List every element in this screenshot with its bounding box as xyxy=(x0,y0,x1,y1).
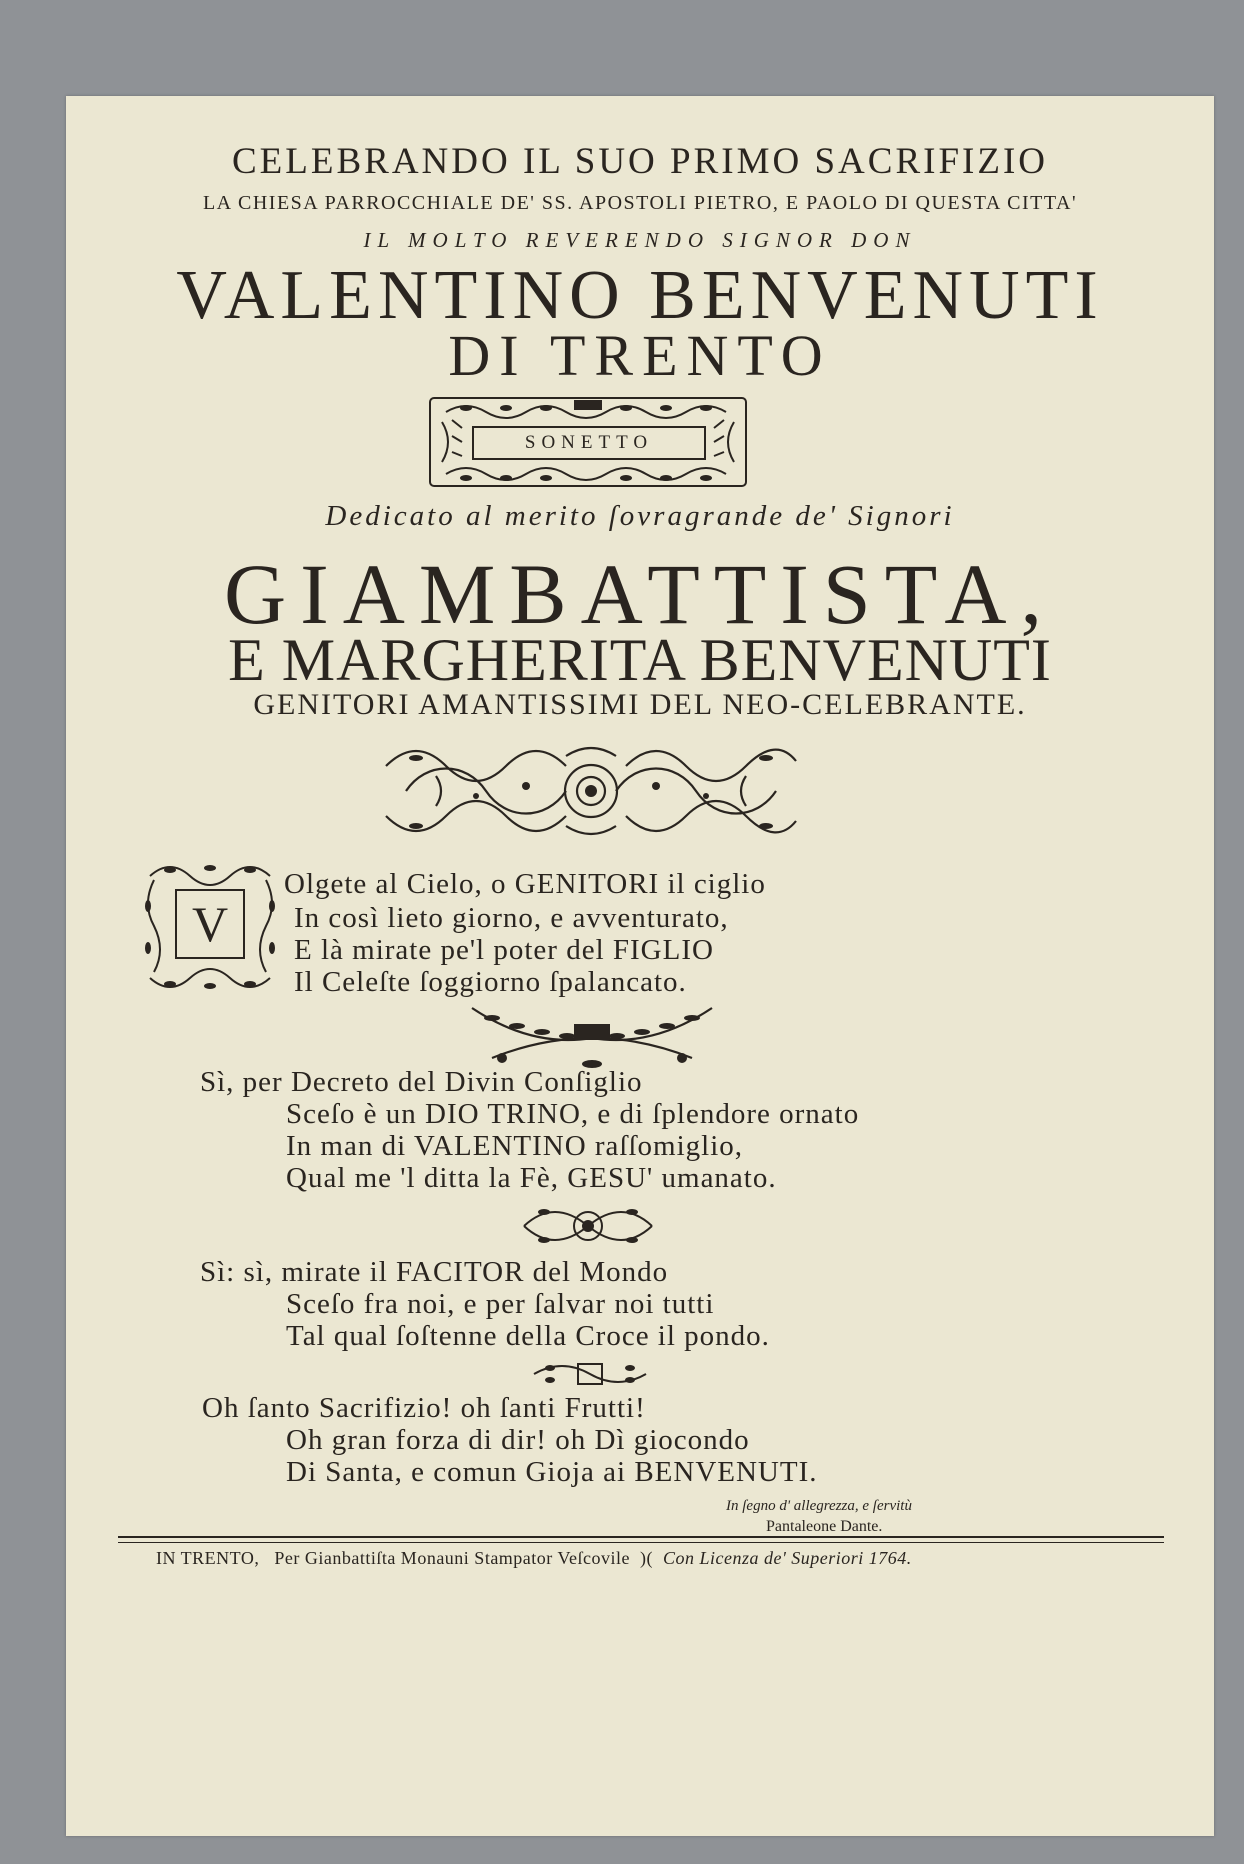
stanza-2-line-1: Sì, per Decreto del Divin Conſiglio xyxy=(200,1066,643,1098)
celebrant-place: DI TRENTO xyxy=(448,323,832,388)
divider-rule-thin xyxy=(118,1542,1164,1543)
dedicatee-name-2: E MARGHERITA BENVENUTI xyxy=(228,627,1052,693)
dedicatee-name-1: GIAMBATTISTA, xyxy=(223,546,1057,642)
stanza-2-line-2: Sceſo è un DIO TRINO, e di ſplendore ornato xyxy=(286,1098,860,1130)
initial-letter: V xyxy=(191,896,229,952)
stanza-1-line-4: Il Celeſte ſoggiorno ſpalancato. xyxy=(294,966,687,998)
stanza-4-line-1: Oh ſanto Sacrifizio! oh ſanti Frutti! xyxy=(202,1392,646,1424)
signature-line-1: In ſegno d' allegrezza, e ſervitù xyxy=(726,1498,912,1514)
floral-ornament xyxy=(376,736,806,846)
imprint-printer: Per Gianbattiſta Monauni Stampator Veſcovile xyxy=(274,1548,630,1568)
stanza-2-line-4: Qual me 'l ditta la Fè, GESU' umanato. xyxy=(286,1162,777,1194)
sonetto-label: SONETTO xyxy=(472,426,706,460)
header-line-3: IL MOLTO REVERENDO SIGNOR DON xyxy=(363,228,917,252)
imprint-license: Con Licenza de' Superiori 1764. xyxy=(662,1548,912,1568)
scrollwork-ornament-icon xyxy=(376,736,806,846)
divider-rule xyxy=(118,1536,1164,1538)
sprig-icon xyxy=(530,1358,650,1390)
stanza-2-line-3: In man di VALENTINO raſſomiglio, xyxy=(286,1130,744,1162)
stanza-3-line-2: Sceſo fra noi, e per ſalvar noi tutti xyxy=(286,1288,715,1320)
imprint-separator: )( xyxy=(639,1548,653,1568)
stanza-4-line-3: Di Santa, e comun Gioja ai BENVENUTI. xyxy=(286,1456,818,1488)
stanza-3-line-1: Sì: sì, mirate il FACITOR del Mondo xyxy=(200,1256,669,1288)
decorated-initial xyxy=(140,856,280,996)
foliage-cluster-icon xyxy=(518,1196,658,1256)
header-line-2: LA CHIESA PARROCCHIALE DE' SS. APOSTOLI PIETRO, E PAOLO DI QUESTA CITTA' xyxy=(202,192,1078,214)
stanza-1-line-1: Olgete al Cielo, o GENITORI il ciglio xyxy=(284,868,766,900)
signature-name: Pantaleone Dante. xyxy=(766,1518,883,1535)
header-line-1: CELEBRANDO IL SUO PRIMO SACRIFIZIO xyxy=(231,141,1048,182)
dedicatee-description: GENITORI AMANTISSIMI DEL NEO-CELEBRANTE. xyxy=(253,688,1027,721)
broadside-sheet xyxy=(66,96,1214,1836)
celebrant-name: VALENTINO BENVENUTI xyxy=(176,257,1104,334)
sonetto-cartouche xyxy=(426,392,750,492)
imprint-place: IN TRENTO, xyxy=(156,1548,260,1568)
dedication-line: Dedicato al merito ſovragrande de' Signori xyxy=(325,500,955,532)
stanza-3-line-3: Tal qual ſoſtenne della Croce il pondo. xyxy=(286,1320,770,1352)
tiny-ornament xyxy=(530,1358,650,1390)
stanza-4-line-2: Oh gran forza di dir! oh Dì giocondo xyxy=(286,1424,750,1456)
stanza-1-line-3: E là mirate pe'l poter del FIGLIO xyxy=(294,934,714,966)
stanza-1-line-2: In così lieto giorno, e avventurato, xyxy=(294,902,729,934)
printer-imprint xyxy=(156,1548,912,1569)
small-ornament xyxy=(518,1196,658,1256)
